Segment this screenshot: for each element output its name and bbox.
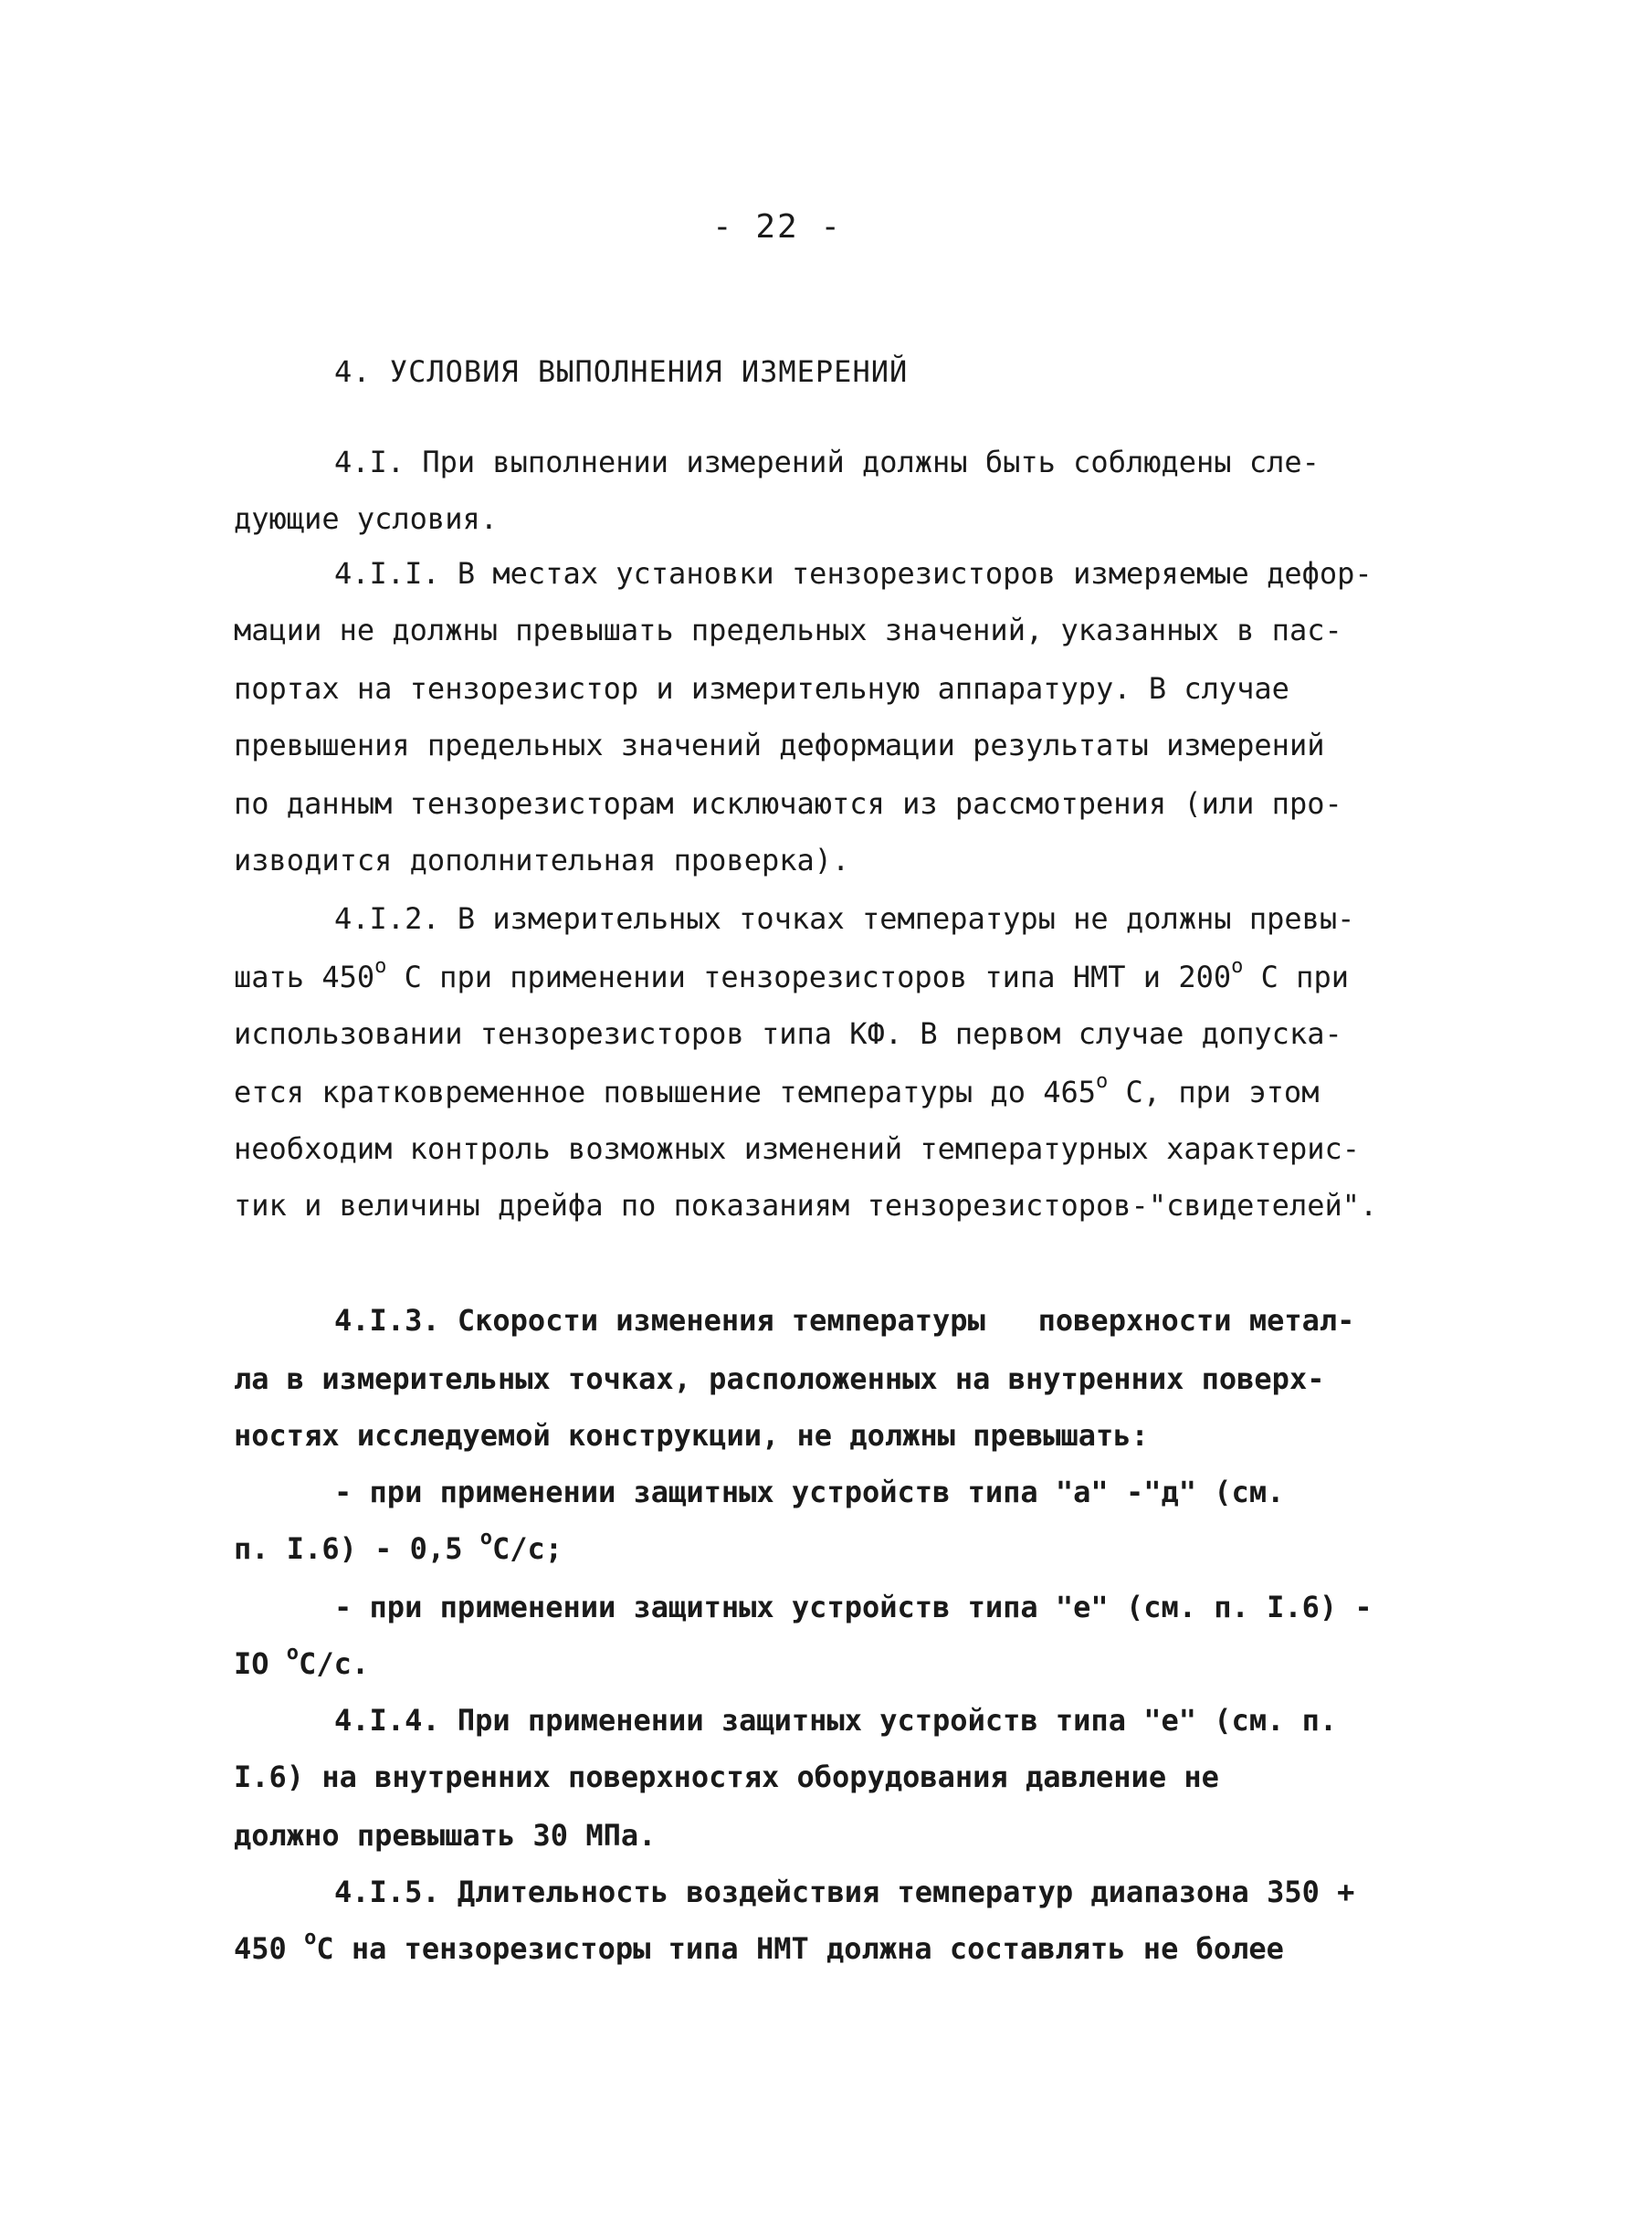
para-4-1-3-line-6: - при применении защитных устройств типа "е" (см. п. I.6) - [334,1590,1373,1624]
para-4-1-1-line-1: 4.I.I. В местах установки тензорезисторов измеряемые дефор- [334,556,1373,591]
degree-mark: о [374,955,387,978]
para-4-1-2-line-5: необходим контроль возможных изменений температурных характерис- [234,1131,1360,1166]
para-4-1-3-line-3: ностях исследуемой конструкции, не должны превышать: [234,1418,1149,1453]
degree-mark: о [304,1927,317,1949]
text-span: С/с. [299,1646,370,1681]
degree-mark: о [479,1527,492,1550]
text-span: С, при этом [1108,1075,1320,1109]
degree-mark: о [1096,1070,1109,1093]
text-span: С/с; [491,1531,563,1566]
para-4-1-2-line-6: тик и величины дрейфа по показаниям тензорезисторов-"свидетелей". [234,1188,1378,1223]
para-4-1-3-line-2: ла в измерительных точках, расположенных на внутренних поверх- [234,1361,1325,1396]
para-4-1-1-line-6: изводится дополнительная проверка). [234,843,850,877]
degree-mark: о [286,1642,300,1665]
para-4-1-2-line-1: 4.I.2. В измерительных точках температуры не должны превы- [334,901,1355,936]
para-4-1-4-line-2: I.6) на внутренних поверхностях оборудования давление не [234,1760,1219,1794]
para-4-1-2-line-3: использовании тензорезисторов типа КФ. В первом случае допуска- [234,1016,1342,1051]
para-4-1-3-line-1: 4.I.3. Скорости изменения температуры поверхности метал- [334,1303,1355,1338]
para-4-1-1-line-5: по данным тензорезисторам исключаются из рассмотрения (или про- [234,786,1342,821]
text-span: шать 450 [234,960,375,994]
text-span: С на тензорезисторы типа НМТ должна составлять не более [316,1931,1284,1966]
text-span: С при применении тензорезисторов типа НМТ и 200 [386,960,1232,994]
para-4-1-4-line-1: 4.I.4. При применении защитных устройств типа "е" (см. п. [334,1703,1338,1738]
para-4-1-3-line-7 [234,1642,370,1681]
text-span: 450 [234,1931,305,1966]
para-4-1-2-line-2 [234,955,1349,994]
para-4-1-2-line-4 [234,1070,1320,1109]
para-4-1-4-line-3: должно превышать 30 МПа. [234,1818,657,1853]
para-4-1-1-line-4: превышения предельных значений деформации результаты измерений [234,728,1325,762]
section-heading: 4. УСЛОВИЯ ВЫПОЛНЕНИЯ ИЗМЕРЕНИЙ [334,354,909,389]
text-span: IO [234,1646,287,1681]
text-span: ется кратковременное повышение температуры до 465 [234,1075,1097,1109]
page-number: - 22 - [712,208,843,246]
para-4-1-line-2: дующие условия. [234,501,498,536]
para-4-1-line-1: 4.I. При выполнении измерений должны быть соблюдены сле- [334,445,1320,479]
para-4-1-1-line-2: мации не должны превышать предельных значений, указанных в пас- [234,613,1342,647]
text-span: п. I.6) - 0,5 [234,1531,480,1566]
degree-mark: о [1231,955,1244,978]
para-4-1-5-line-1: 4.I.5. Длительность воздействия температур диапазона 350 + [334,1875,1355,1909]
para-4-1-1-line-3: портах на тензорезистор и измерительную аппаратуру. В случае [234,671,1289,706]
text-span: С при [1243,960,1349,994]
para-4-1-3-line-4: - при применении защитных устройств типа "а" -"д" (см. [334,1475,1285,1509]
para-4-1-3-line-5 [234,1527,563,1566]
para-4-1-5-line-2 [234,1927,1284,1966]
